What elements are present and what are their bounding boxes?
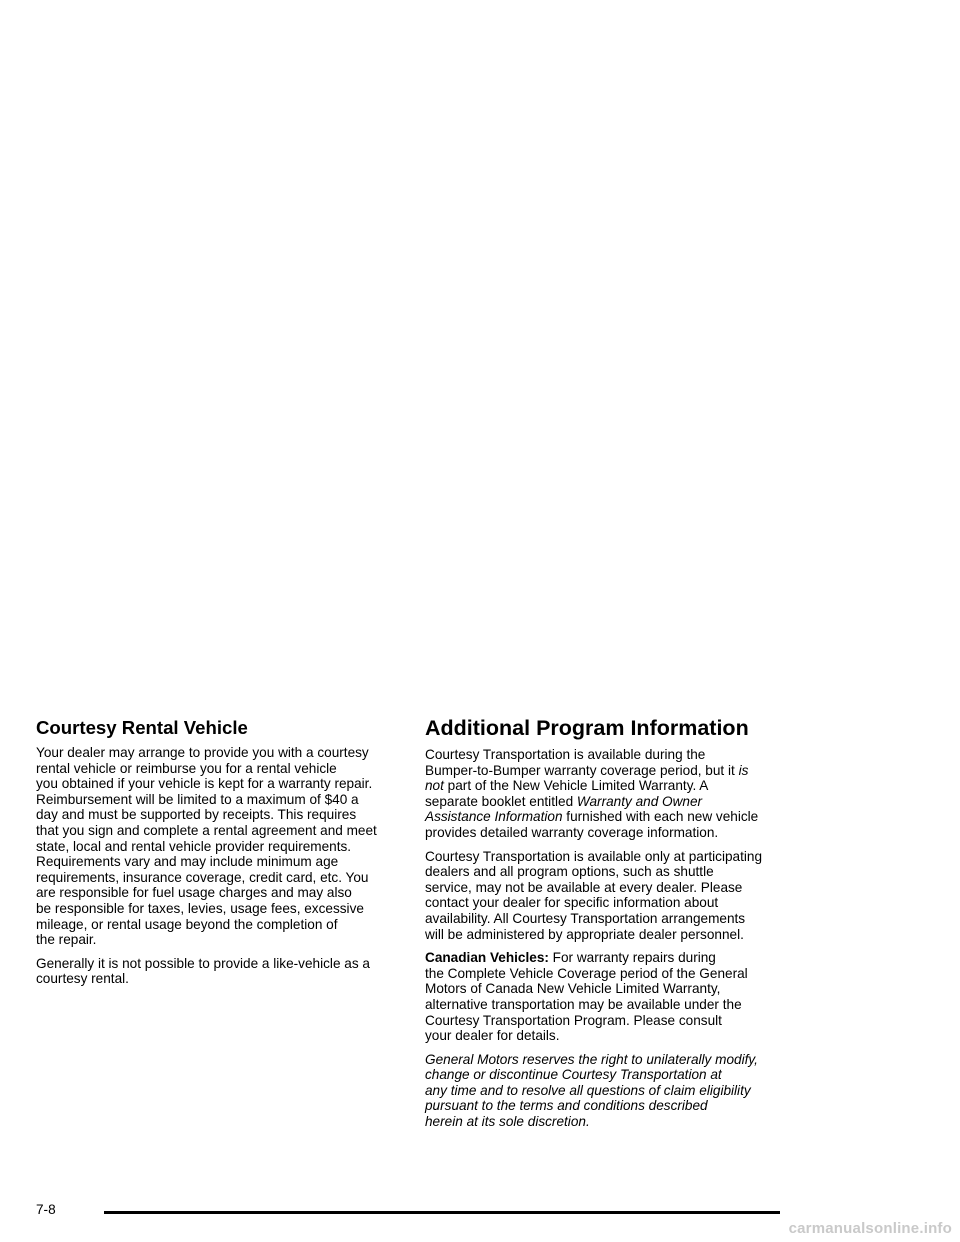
paragraph-courtesy-transportation (425, 747, 785, 841)
paragraph-canadian-vehicles (425, 950, 785, 1044)
canadian-vehicles-label: Canadian Vehicles: (425, 950, 549, 966)
paragraph-like-vehicle: Generally it is not possible to provide a like-vehicle as a courtesy rental. (36, 955, 370, 987)
section-heading-additional-program: Additional Program Information (425, 716, 749, 740)
watermark-logo: carmanualsonline.info (788, 1220, 952, 1237)
booklet-title: Warranty and Owner Assistance Information (425, 793, 703, 825)
text-span: furnished with each new vehicle provides detailed warranty coverage information. (425, 809, 759, 840)
text-span: part of the New Vehicle Limited Warranty. A separate booklet entitled (425, 778, 709, 809)
emphasis-is-not: is not (425, 762, 749, 794)
left-column (36, 717, 396, 995)
section-heading-courtesy-rental: Courtesy Rental Vehicle (36, 717, 248, 738)
right-column (425, 716, 785, 1138)
page-number: 7-8 (36, 1202, 56, 1217)
text-span: Courtesy Transportation is available during the Bumper-to-Bumper warranty coverage period, but it (425, 747, 735, 778)
paragraph-gm-disclaimer: General Motors reserves the right to unilaterally modify, change or discontinue Courtesy Transportation at any time and to resolve all questions of claim eligibility pursuant to the terms and conditions described herein at its sole discretion. (425, 1051, 758, 1130)
text-span: For warranty repairs during the Complete Vehicle Coverage period of the General Motors of Canada New Vehicle Limited Warranty, alternative transportation may be available under the Courtesy Transportation Program. Please consult your dealer for details. (425, 950, 748, 1044)
paragraph-participating-dealers: Courtesy Transportation is available only at participating dealers and all program options, such as shuttle service, may not be available at every dealer. Please contact your dealer for specific information about availability. All Courtesy Transportation arrangements will be administered by appropriate dealer personnel. (425, 848, 763, 942)
footer-rule (104, 1211, 780, 1214)
paragraph-rental-reimbursement: Your dealer may arrange to provide you with a courtesy rental vehicle or reimburse you for a rental vehicle you obtained if your vehicle is kept for a warranty repair. Reimbursement will be limited to a maximum of $40 a day and must be supported by receipts. This requires that you sign and complete a rental agreement and meet state, local and rental vehicle provider requirements. Requirements vary and may include minimum age requirements, insurance coverage, credit card, etc. You are responsible for fuel usage charges and may also be responsible for taxes, levies, usage fees, excessive mileage, or rental usage beyond the completion of the repair. (36, 745, 377, 948)
